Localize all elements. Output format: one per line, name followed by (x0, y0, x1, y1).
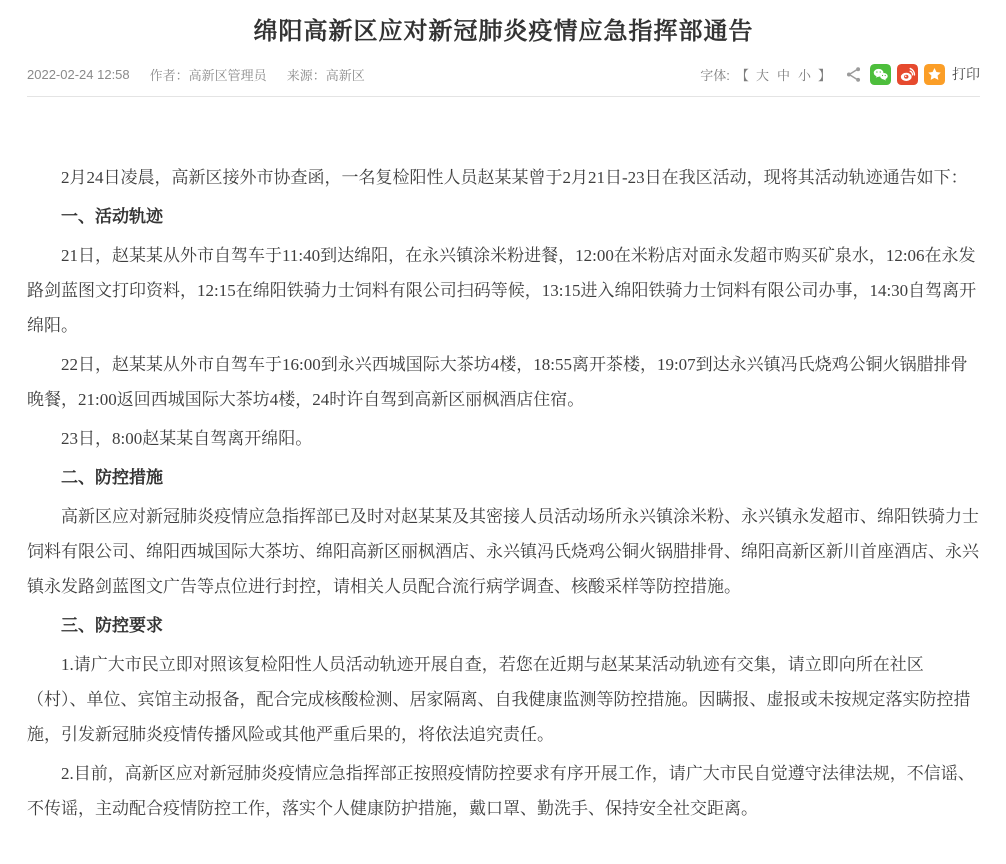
author-field (150, 65, 267, 84)
article-paragraph: 高新区应对新冠肺炎疫情应急指挥部已及时对赵某某及其密接人员活动场所永兴镇涂米粉、永兴镇永发超市、绵阳铁骑力士饲料有限公司、绵阳西城国际大茶坊、绵阳高新区丽枫酒店、永兴镇冯氏烧鸡公铜火锅腊排骨、绵阳高新区新川首座酒店、永兴镇永发路剑蓝图文广告等点位进行封控，请相关人员配合流行病学调查、核酸采样等防控措施。 (27, 507, 979, 596)
article-meta (27, 65, 365, 84)
article-paragraph: 23日，8:00赵某某自驾离开绵阳。 (61, 429, 313, 448)
section-heading: 二、防控措施 (61, 468, 163, 487)
author-value: 高新区管理员 (188, 67, 267, 83)
font-size-medium-button[interactable]: 中 (776, 67, 790, 83)
favorite-star-icon[interactable] (924, 64, 945, 85)
share-icon[interactable] (843, 64, 864, 85)
article-paragraph: 21日，赵某某从外市自驾车于11:40到达绵阳，在永兴镇涂米粉进餐，12:00在米粉店对面永发超市购买矿泉水，12:06在永发路剑蓝图文打印资料，12:15在绵阳铁骑力士饲料有限公司扫码等候，13:15进入绵阳铁骑力士饲料有限公司办事，14:30自驾离开绵阳。 (27, 246, 977, 335)
article-paragraph: 2月24日凌晨，高新区接外市协查函，一名复检阳性人员赵某某曾于2月21日-23日在我区活动，现将其活动轨迹通告如下： (61, 168, 968, 187)
font-size-large-button[interactable]: 大 (755, 67, 769, 83)
publish-datetime: 2022-02-24 12:58 (27, 66, 130, 82)
source-field (287, 65, 365, 84)
source-value: 高新区 (325, 67, 365, 83)
article-paragraph: 22日，赵某某从外市自驾车于16:00到永兴西城国际大茶坊4楼，18:55离开茶楼，19:07到达永兴镇冯氏烧鸡公铜火锅腊排骨晚餐，21:00返回西城国际大茶坊4楼，24时许自驾到高新区丽枫酒店住宿。 (27, 355, 968, 409)
article-paragraph: 1.请广大市民立即对照该复检阳性人员活动轨迹开展自查，若您在近期与赵某某活动轨迹有交集，请立即向所在社区（村）、单位、宾馆主动报备，配合完成核酸检测、居家隔离、自我健康监测等防控措施。因瞒报、虚报或未按规定落实防控措施，引发新冠肺炎疫情传播风险或其他严重后果的，将依法追究责任。 (27, 655, 971, 744)
header-divider (27, 96, 980, 97)
page-title: 绵阳高新区应对新冠肺炎疫情应急指挥部通告 (253, 18, 754, 45)
share-toolbar (700, 64, 980, 85)
author-label: 作者： (149, 67, 189, 83)
article-paragraph: 2.目前，高新区应对新冠肺炎疫情应急指挥部正按照疫情防控要求有序开展工作，请广大市民自觉遵守法律法规，不信谣、不传谣，主动配合疫情防控工作，落实个人健康防护措施，戴口罩、勤洗手、保持安全社交距离。 (27, 764, 975, 818)
weibo-icon[interactable] (897, 64, 918, 85)
wechat-icon[interactable] (870, 64, 891, 85)
meta-toolbar-row (27, 62, 980, 86)
font-bracket-open: 【 (735, 67, 749, 83)
print-button[interactable]: 打印 (952, 66, 980, 82)
font-size-small-button[interactable]: 小 (797, 67, 811, 83)
font-size-label: 字体: (700, 67, 730, 83)
article-body (27, 160, 980, 826)
section-heading: 三、防控要求 (61, 616, 163, 635)
section-heading: 一、活动轨迹 (61, 207, 163, 226)
source-label: 来源： (286, 67, 326, 83)
font-bracket-close: 】 (817, 67, 831, 83)
